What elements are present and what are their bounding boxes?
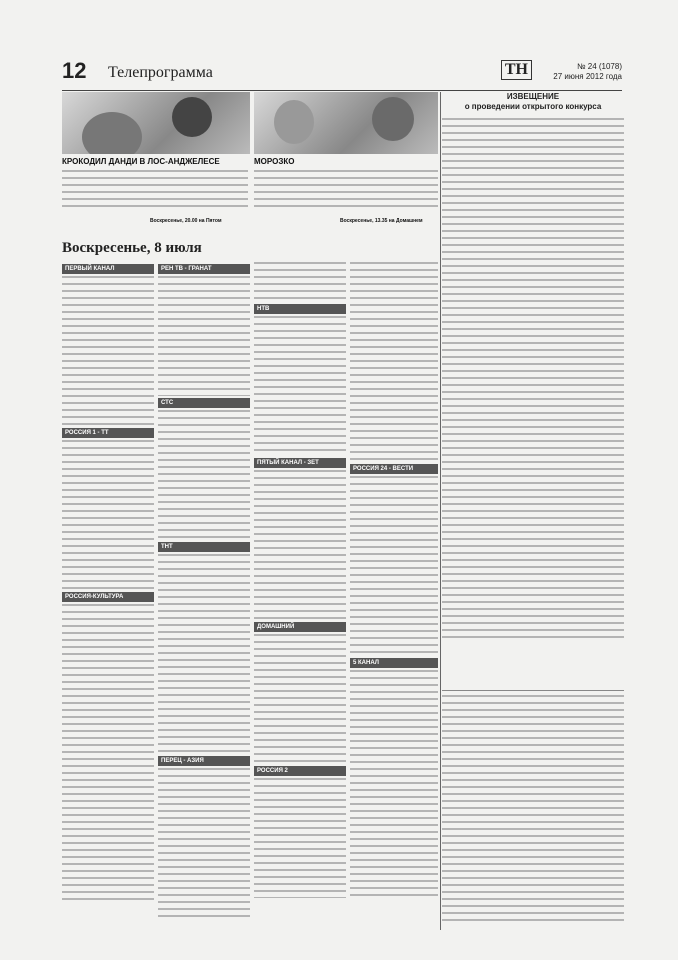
channel-band: ПЕРВЫЙ КАНАЛ <box>62 264 154 274</box>
notice-block <box>442 92 624 632</box>
channel-band: РЕН ТВ - ГРАНАТ <box>158 264 250 274</box>
film-photo-1 <box>62 92 250 154</box>
channel-band: РОССИЯ 24 - ВЕСТИ <box>350 464 438 474</box>
channel-band: ПЕРЕЦ - АЗИЯ <box>158 756 250 766</box>
film-title-2: МОРОЗКО <box>254 157 295 166</box>
channel-band: 5 КАНАЛ <box>350 658 438 668</box>
schedule-col-3 <box>254 262 346 898</box>
issue-date: № 24 (1078) 27 июня 2012 года <box>553 62 622 81</box>
channel-band: РОССИЯ 1 - ТТ <box>62 428 154 438</box>
film-air-2: Воскресенье, 13.35 на Домашнем <box>340 218 423 224</box>
film-photo-2 <box>254 92 438 154</box>
film-title-1: КРОКОДИЛ ДАНДИ В ЛОС-АНДЖЕЛЕСЕ <box>62 157 220 166</box>
channel-band: ТНТ <box>158 542 250 552</box>
film-air-1: Воскресенье, 20.00 на Пятом <box>150 218 222 224</box>
schedule-col-4 <box>350 262 438 900</box>
channel-band: ДОМАШНИЙ <box>254 622 346 632</box>
channel-band: ПЯТЫЙ КАНАЛ - ЗЕТ <box>254 458 346 468</box>
channel-band: НТВ <box>254 304 346 314</box>
day-title: Воскресенье, 8 июля <box>62 240 202 256</box>
notice-label: ИЗВЕЩЕНИЕ <box>506 92 560 101</box>
channel-band: РОССИЯ-КУЛЬТУРА <box>62 592 154 602</box>
channel-band: СТС <box>158 398 250 408</box>
notice-title: о проведении открытого конкурса <box>464 102 602 111</box>
page-number: 12 <box>62 58 87 83</box>
newspaper-logo: ТН <box>501 60 532 80</box>
schedule-col-1 <box>62 262 154 904</box>
channel-band: РОССИЯ 2 <box>254 766 346 776</box>
section-title: Телепрограмма <box>108 64 213 81</box>
classifieds-block <box>442 690 624 931</box>
page-header <box>62 58 622 91</box>
schedule-col-2 <box>158 262 250 918</box>
